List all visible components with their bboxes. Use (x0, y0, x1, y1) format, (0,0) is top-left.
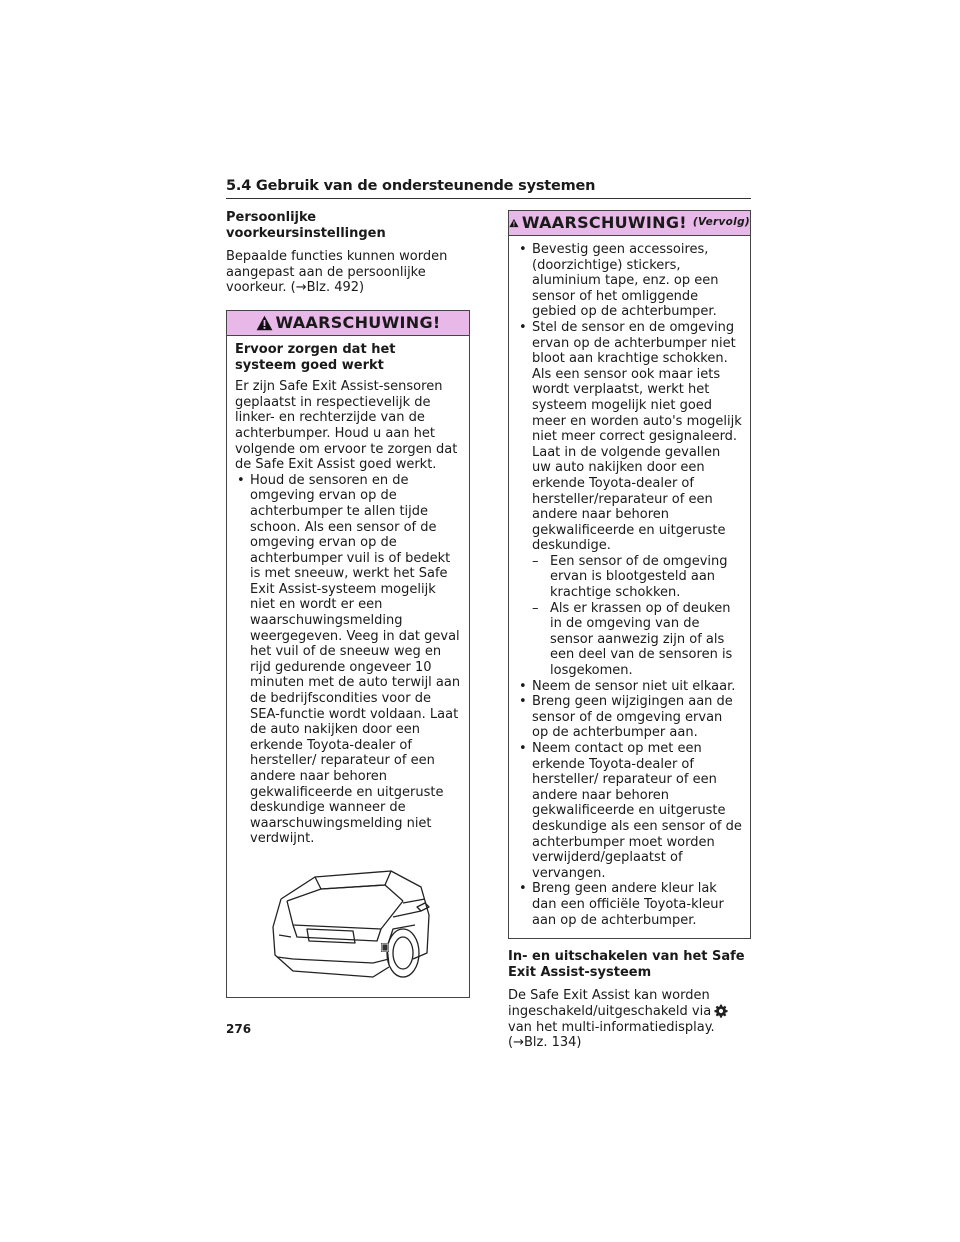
warning-header-continued (509, 211, 750, 236)
warning-triangle-icon (256, 315, 273, 331)
warning-bullet: • Neem de sensor niet uit elkaar. (517, 679, 742, 695)
personal-settings-intro: Bepaalde functies kunnen worden aangepast aan de persoonlijke voorkeur. (→Blz. 492) (226, 249, 448, 296)
enable-disable-text-start: De Safe Exit Assist kan worden ingeschakeld/uitgeschakeld via (508, 988, 712, 1019)
warning-bullet-list (235, 473, 461, 847)
warning-bullet: • Neem contact op met een erkende Toyota-dealer of hersteller/ reparateur of een andere naar behoren gekwalificeerde en uitgeruste deskundige als een sensor of de achterbumper moet worden verwijderd/geplaatst of vervangen. (517, 741, 742, 881)
warning-bullet: • Breng geen wijzigingen aan de sensor of de omgeving ervan op de achterbumper aan. (517, 694, 742, 741)
page-number: 276 (226, 1022, 252, 1036)
warning-sub-bullet: – Een sensor of de omgeving ervan is blootgesteld aan krachtige schokken. (532, 554, 742, 601)
warning-sub-bullet: – Als er krassen op of deuken in de omgeving van de sensor aanwezig zijn of als een deel van de sensoren is losgekomen. (532, 601, 742, 679)
warning-header (227, 311, 469, 336)
warning-bullet: • Breng geen andere kleur lak dan een officiële Toyota-kleur aan op de achterbumper. (517, 881, 742, 928)
warning-bullet-text: Stel de sensor en de omgeving ervan op de achterbumper niet bloot aan krachtige schokken. Als een sensor ook maar iets wordt verplaatst, werkt het systeem mogelijk niet goed meer en worden auto's mogelijk niet meer correct gesignaleerd. Laat in de volgende gevallen uw auto nakijken door een erkende Toyota-dealer of hersteller/reparateur of een andere naar behoren gekwalificeerde en uitgeruste deskundige. (532, 319, 742, 554)
section-header: 5.4 Gebruik van de ondersteunende systemen (226, 178, 751, 199)
warning-bullet: • Houd de sensoren en de omgeving ervan op de achterbumper te allen tijde schoon. Als een sensor of de omgeving ervan op de achterbumper vuil is of bedekt is met sneeuw, werkt het Safe Exit Assist-systeem mogelijk niet en wordt er een waarschuwingsmelding weergegeven. Veeg in dat geval het vuil of de sneeuw weg en rijd gedurende ongeveer 10 minuten met de auto terwijl aan de bedrijfscondities voor de SEA-functie wordt voldaan. Laat de auto nakijken door een erkende Toyota-dealer of hersteller/ reparateur of een andere naar behoren gekwalificeerde en uitgeruste deskundige wanneer de waarschuwingsmelding niet verdwijnt. (235, 473, 461, 847)
warning-text: Er zijn Safe Exit Assist-sensoren geplaatst in respectievelijk de linker- en rechterzijde van de achterbumper. Houd u aan het volgende om ervoor te zorgen dat de Safe Exit Assist goed werkt. (235, 379, 458, 473)
warning-subheading: Ervoor zorgen dat het systeem goed werkt (235, 341, 396, 373)
warning-continued-label: (Vervolg) (692, 216, 750, 229)
warning-bullet: • Bevestig geen accessoires, (doorzichtige) stickers, aluminium tape, enz. op een sensor of het omliggende gebied op de achterbumper. (517, 242, 742, 320)
warning-box (226, 310, 470, 998)
warning-sub-list (532, 554, 742, 679)
personal-settings-heading: Persoonlijke voorkeursinstellingen (226, 210, 386, 241)
car-rear-sensor-illustration (253, 867, 443, 987)
warning-bullet-list (517, 242, 742, 928)
warning-body (227, 336, 469, 997)
left-column (226, 210, 470, 998)
enable-disable-heading: In- en uitschakelen van het Safe Exit Assist-systeem (508, 949, 745, 980)
enable-disable-text (508, 988, 751, 1050)
warning-title: WAARSCHUWING! (275, 313, 441, 333)
gear-icon (714, 1004, 728, 1018)
warning-triangle-icon (509, 215, 519, 231)
warning-bullet (517, 320, 742, 679)
warning-box-continued (508, 210, 751, 939)
warning-title: WAARSCHUWING! (521, 213, 687, 233)
warning-body-continued (509, 236, 750, 938)
right-column (508, 210, 751, 1059)
enable-disable-text-end: van het multi-informatiedisplay. (→Blz. 134) (508, 1019, 715, 1051)
